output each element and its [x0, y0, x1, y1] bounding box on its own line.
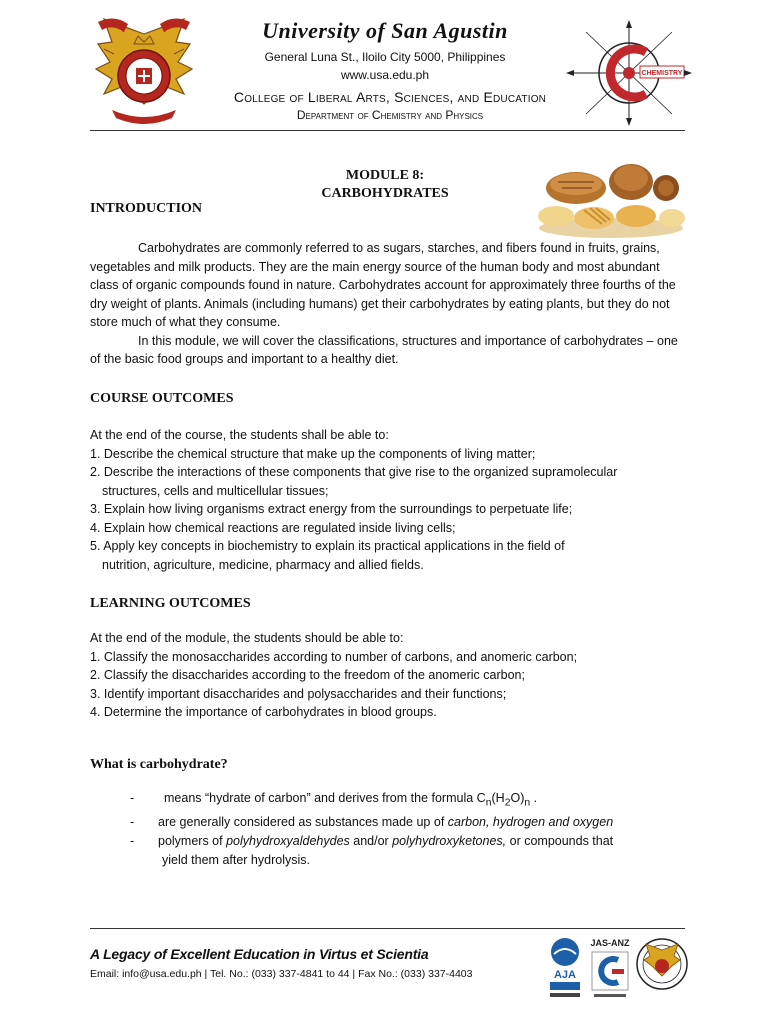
learning-outcomes-lead: At the end of the module, the students should be able to:: [90, 631, 404, 645]
list-item: 3. Explain how living organisms extract energy from the surroundings to perpetuate life;: [90, 502, 573, 516]
carbohydrate-foods-image: [536, 158, 686, 240]
list-item: structures, cells and multicellular tissues;: [102, 483, 329, 498]
introduction-paragraph-2: In this module, we will cover the classifications, structures and importance of carbohydrates – one of the basic food groups and important to a healthy diet.: [90, 333, 678, 366]
jas-anz-label: JAS-ANZ: [590, 938, 630, 948]
definition-item-1: - means “hydrate of carbon” and derives from the formula $C_n(H_2O)_n$ .: [130, 791, 538, 809]
chemistry-logo-right: [566, 20, 692, 126]
list-item: 4. Explain how chemical reactions are regulated inside living cells;: [90, 520, 456, 535]
dash-bullet: -: [130, 814, 135, 829]
list-item: 3. Identify important disaccharides and polysaccharides and their functions;: [90, 686, 507, 701]
what-is-carbohydrate-heading: What is carbohydrate?: [90, 757, 228, 772]
module-title: [250, 167, 520, 203]
university-seal-footer: [636, 936, 688, 992]
module-number: MODULE 8:: [345, 168, 425, 183]
footer-contact: Email: info@usa.edu.ph | Tel. No.: (033) 337-4841 to 44 | Fax No.: (033) 337-4403: [90, 968, 473, 980]
list-item: 5. Apply key concepts in biochemistry to explain its practical applications in the field of: [90, 539, 565, 553]
introduction-paragraph-1: Carbohydrates are commonly referred to as sugars, starches, and fibers found in fruits, grains, vegetables and milk products. They are the main energy source of the human body and most abundant class of organic compounds found in nature. Carbohydrates account for approximately three fourths of the dry weight of plants. Animals (including humans) get their carbohydrates by eating plants, but they do not store much of what they consume.: [90, 241, 676, 329]
university-address: General Luna St., Iloilo City 5000, Philippines: [264, 50, 506, 64]
learning-outcomes-list: [90, 629, 680, 722]
university-name: University of San Agustin: [262, 18, 508, 43]
dash-bullet: -: [130, 791, 135, 805]
definition-item-3: - polymers of polyhydroxyaldehydes and/or polyhydroxyketones, or compounds that: [90, 832, 682, 851]
list-item: 2. Classify the disaccharides according to the freedom of the anomeric carbon;: [90, 668, 525, 682]
dash-bullet: -: [130, 833, 135, 848]
list-item: 2. Describe the interactions of these components that give rise to the organized supramolecular: [90, 465, 618, 479]
course-outcomes-lead: At the end of the course, the students shall be able to:: [90, 428, 389, 442]
department-name: Department of Chemistry and Physics: [296, 108, 484, 122]
aja-label: AJA: [553, 969, 577, 981]
jas-anz-badge: [588, 936, 632, 1002]
university-website[interactable]: www.usa.edu.ph: [340, 68, 430, 82]
module-topic: CARBOHYDRATES: [321, 186, 449, 201]
introduction-heading: INTRODUCTION: [90, 201, 203, 216]
footer-tagline: A Legacy of Excellent Education in Virtus et Scientia: [90, 946, 429, 962]
footer-divider: [90, 928, 685, 929]
list-item: 1. Classify the monosaccharides according to number of carbons, and anomeric carbon;: [90, 649, 578, 664]
list-item: 4. Determine the importance of carbohydrates in blood groups.: [90, 705, 437, 719]
definition-item-2: - are generally considered as substances made up of carbon, hydrogen and oxygen: [90, 813, 682, 832]
definition-list: [90, 789, 682, 870]
list-item: nutrition, agriculture, medicine, pharmacy and allied fields.: [102, 557, 424, 572]
list-item: 1. Describe the chemical structure that make up the components of living matter;: [90, 446, 536, 461]
course-outcomes-list: [90, 426, 680, 574]
college-name: College of Liberal Arts, Sciences, and Education: [233, 89, 547, 105]
chemistry-logo-label: CHEMISTRY: [641, 70, 683, 77]
introduction-body: [90, 239, 680, 369]
definition-item-3-continued: yield them after hydrolysis.: [162, 852, 310, 867]
learning-outcomes-heading: LEARNING OUTCOMES: [90, 596, 251, 611]
course-outcomes-heading: COURSE OUTCOMES: [90, 391, 234, 406]
aja-certification-badge: [546, 936, 584, 1002]
header-divider: [90, 130, 685, 131]
